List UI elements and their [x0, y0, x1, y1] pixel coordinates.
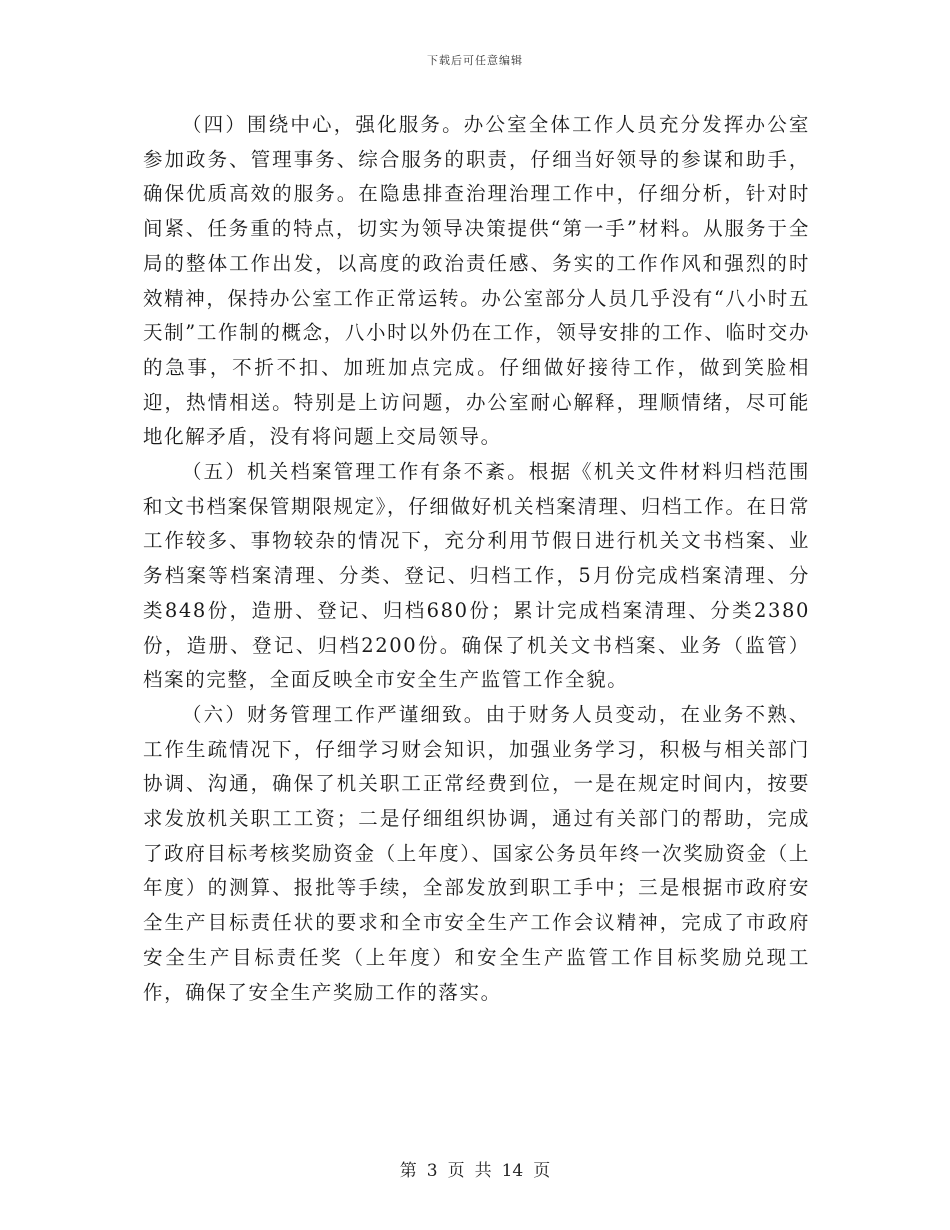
footer-gong: 共 — [474, 1161, 492, 1181]
page-footer — [0, 1156, 950, 1181]
footer-total-pages: 14 — [501, 1161, 524, 1181]
footer-di: 第 — [399, 1161, 417, 1181]
paragraph-section-4: （四）围绕中心，强化服务。办公室全体工作人员充分发挥办公室参加政务、管理事务、综合服务的职责，仔细当好领导的参谋和助手，确保优质高效的服务。在隐患排查治理治理工作中，仔细分析，针对时间紧、任务重的特点，切实为领导决策提供“第一手”材料。从服务于全局的整体工作出发，以高度的政治责任感、务实的工作作风和强烈的时效精神，保持办公室工作正常运转。办公室部分人员几乎没有“八小时五天制”工作制的概念，八小时以外仍在工作，领导安排的工作、临时交办的急事，不折不扣、加班加点完成。仔细做好接待工作，做到笑脸相迎，热情相送。特别是上访问题，办公室耐心解释，理顺情绪，尽可能地化解矛盾，没有将问题上交局领导。 — [143, 113, 810, 449]
paragraph-section-6: （六）财务管理工作严谨细致。由于财务人员变动，在业务不熟、工作生疏情况下，仔细学习财会知识，加强业务学习，积极与相关部门协调、沟通，确保了机关职工正常经费到位，一是在规定时间内，按要求发放机关职工工资；二是仔细组织协调，通过有关部门的帮助，完成了政府目标考核奖励资金（上年度）、国家公务员年终一次奖励资金（上年度）的测算、报批等手续，全部发放到职工手中；三是根据市政府安全生产目标责任状的要求和全市安全生产工作会议精神，完成了市政府安全生产目标责任奖（上年度）和安全生产监管工作目标奖励兑现工作，确保了安全生产奖励工作的落实。 — [143, 702, 810, 1004]
footer-ye: 页 — [447, 1161, 465, 1181]
footer-current-page: 3 — [426, 1161, 438, 1181]
footer-ye-2: 页 — [533, 1161, 551, 1181]
paragraph-section-5: （五）机关档案管理工作有条不紊。根据《机关文件材料归档范围和文书档案保管期限规定》，仔细做好机关档案清理、归档工作。在日常工作较多、事物较杂的情况下，充分利用节假日进行机关文书档案、业务档案等档案清理、分类、登记、归档工作，5月份完成档案清理、分类848份，造册、登记、归档680份；累计完成档案清理、分类2380份，造册、登记、归档2200份。确保了机关文书档案、业务（监管）档案的完整，全面反映全市安全生产监管工作全貌。 — [143, 460, 810, 692]
document-body — [143, 108, 810, 1010]
page-header-note: 下载后可任意编辑 — [427, 54, 523, 67]
